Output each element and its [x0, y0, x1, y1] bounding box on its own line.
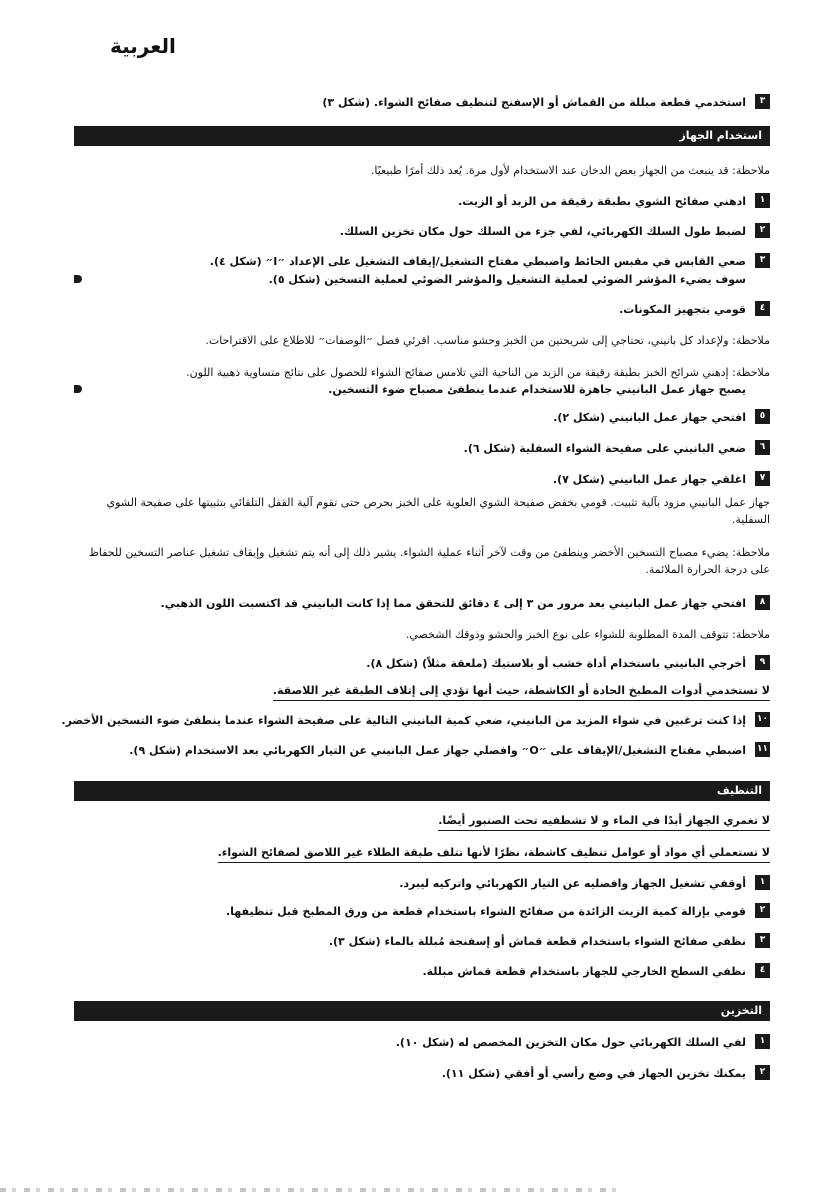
step-number: ٤: [755, 963, 770, 978]
step-text: قومي بإزالة كمية الزيت الزائدة من صفائح الشواء باستخدام قطعة من ورق المطبخ قبل تنظيفها.: [225, 905, 746, 918]
step-number: ٧: [755, 471, 770, 486]
step-number: ٤: [755, 301, 770, 316]
step-number: ٣: [755, 933, 770, 948]
step-text: افتحي جهاز عمل البانيني (شكل ٢).: [553, 411, 746, 424]
warning-abrasive: لا تستعملي أي مواد أو عوامل تنظيف كاشطة، نظرًا لأنها تتلف طبقة الطلاء غير اللاصق لصفائح الشواء.: [218, 845, 770, 863]
paragraph-locking: جهاز عمل البانيني مزود بآلية تثبيت. قومي بخفض صفيحة الشوي العلوية على الخبز بحرص حتى تقوم آلية القفل التلقائي بتثبيتها على صفيحة الشوي السفلية.: [106, 496, 770, 526]
step-number: ٢: [755, 223, 770, 238]
bullet-text: يصبح جهاز عمل البانيني جاهزة للاستخدام عندما ينطفئ مصباح ضوء التسخين.: [328, 383, 746, 396]
section-heading-use: استخدام الجهاز: [74, 126, 770, 146]
step-text: قومي بتجهيز المكونات.: [619, 303, 746, 316]
step-number: ٨: [755, 595, 770, 610]
step-number: ٢: [755, 903, 770, 918]
note-heating-light: ملاحظة: يضيء مصباح التسخين الأخضر وينطفئ من وقت لآخر أثناء عملية الشواء. يشير ذلك إلى أنه يتم تشغيل وإيقاف تشغيل عناصر التسخين للحفاظ على درجة الحرارة الملائمة.: [88, 546, 770, 576]
section-heading-cleaning: التنظيف: [74, 781, 770, 801]
step-text: نظفي السطح الخارجي للجهاز باستخدام قطعة قماش مبللة.: [422, 965, 746, 978]
bullet-marker-icon: [74, 385, 82, 393]
step-text: نظفي صفائح الشواء باستخدام قطعة قماش أو إسفنجة مُبللة بالماء (شكل ٣).: [328, 935, 746, 948]
step-text: يمكنك تخزين الجهاز في وضع رأسي أو أفقي (شكل ١١).: [441, 1067, 746, 1080]
page-language-label: العربية: [110, 34, 176, 58]
warning-utensils: لا تستخدمي أدوات المطبخ الحادة أو الكاشطة، حيث أنها تؤدي إلى إتلاف الطبقة غير اللاصقة.: [273, 683, 770, 701]
note-butter: ملاحظة: إدهني شرائح الخبز بطبقة رقيقة من الزبد من الناحية التي تلامس صفائح الشواء للحصول على نتائج متساوية ذهبية اللون.: [186, 366, 770, 379]
bullet-text: سوف يضيء المؤشر الضوئي لعملية التشغيل والمؤشر الضوئي لعملية التسخين (شكل ٥).: [268, 273, 746, 286]
print-registration-strip: [0, 1188, 620, 1192]
step-text: ضعي البانيني على صفيحة الشواء السفلية (شكل ٦).: [463, 442, 746, 455]
step-number: ١: [755, 875, 770, 890]
step-number: ٢: [755, 1065, 770, 1080]
note-duration: ملاحظة: تتوقف المدة المطلوبة للشواء على نوع الخبز والحشو وذوقك الشخصي.: [405, 628, 770, 641]
section-heading-storage: التخزين: [74, 1001, 770, 1021]
step-number: ٣: [755, 253, 770, 268]
warning-water: لا تغمري الجهاز أبدًا في الماء و لا تشطفيه تحت الصنبور أيضًا.: [438, 813, 770, 831]
step-number: ٩: [755, 655, 770, 670]
step-text: افتحي جهاز عمل البانيني بعد مرور من ٣ إلى ٤ دقائق للتحقق مما إذا كانت البانيني قد اكتسبت اللون الذهبي.: [160, 597, 746, 610]
step-text: اضبطي مفتاح التشغيل/الإيقاف على ״O״ وافصلي جهاز عمل البانيني عن التيار الكهربائي بعد الاستخدام (شكل ٩).: [129, 744, 746, 757]
step-text: اغلقي جهاز عمل البانيني (شكل ٧).: [552, 473, 746, 486]
note-ingredients: ملاحظة: ولإعداد كل بانيني، تحتاجي إلى شريحتين من الخبز وحشو مناسب. اقرئي فصل ״الوصفات״ للاطلاع على الاقتراحات.: [205, 334, 770, 347]
step-number: ١٠: [755, 712, 770, 727]
bullet-marker-icon: [74, 275, 82, 283]
step-text: لفي السلك الكهربائي حول مكان التخزين المخصص له (شكل ١٠).: [395, 1036, 746, 1049]
step-text: ادهني صفائح الشوي بطبقة رقيقة من الزبد أو الزيت.: [458, 195, 746, 208]
step-text: لضبط طول السلك الكهربائي، لفي جزء من السلك حول مكان تخزين السلك.: [339, 225, 746, 238]
step-text: استخدمي قطعة مبللة من القماش أو الإسفنج لتنظيف صفائح الشواء. (شكل ٣): [322, 96, 746, 109]
step-number: ١: [755, 193, 770, 208]
step-number: ٣: [755, 94, 770, 109]
step-text: أوقفي تشغيل الجهاز وافصليه عن التيار الكهربائي واتركيه ليبرد.: [399, 877, 746, 890]
step-text: ضعي القابس في مقبس الحائط واضبطي مفتاح التشغيل/إيقاف التشغيل على الإعداد ״I״ (شكل ٤).: [209, 255, 746, 268]
step-text: إذا كنت ترغبين في شواء المزيد من البانيني، ضعي كمية البانيني التالية على صفيحة الشواء عندما ينطفئ ضوء التسخين الأخضر.: [61, 714, 746, 727]
step-number: ١١: [755, 742, 770, 757]
note-first-use: ملاحظة: قد ينبعث من الجهاز بعض الدخان عند الاستخدام لأول مرة. يُعد ذلك أمرًا طبيعيًا.: [370, 164, 770, 177]
step-number: ٥: [755, 409, 770, 424]
step-number: ١: [755, 1034, 770, 1049]
step-number: ٦: [755, 440, 770, 455]
step-text: أخرجي البانيني باستخدام أداة خشب أو بلاستيك (ملعقة مثلاً) (شكل ٨).: [366, 657, 746, 670]
